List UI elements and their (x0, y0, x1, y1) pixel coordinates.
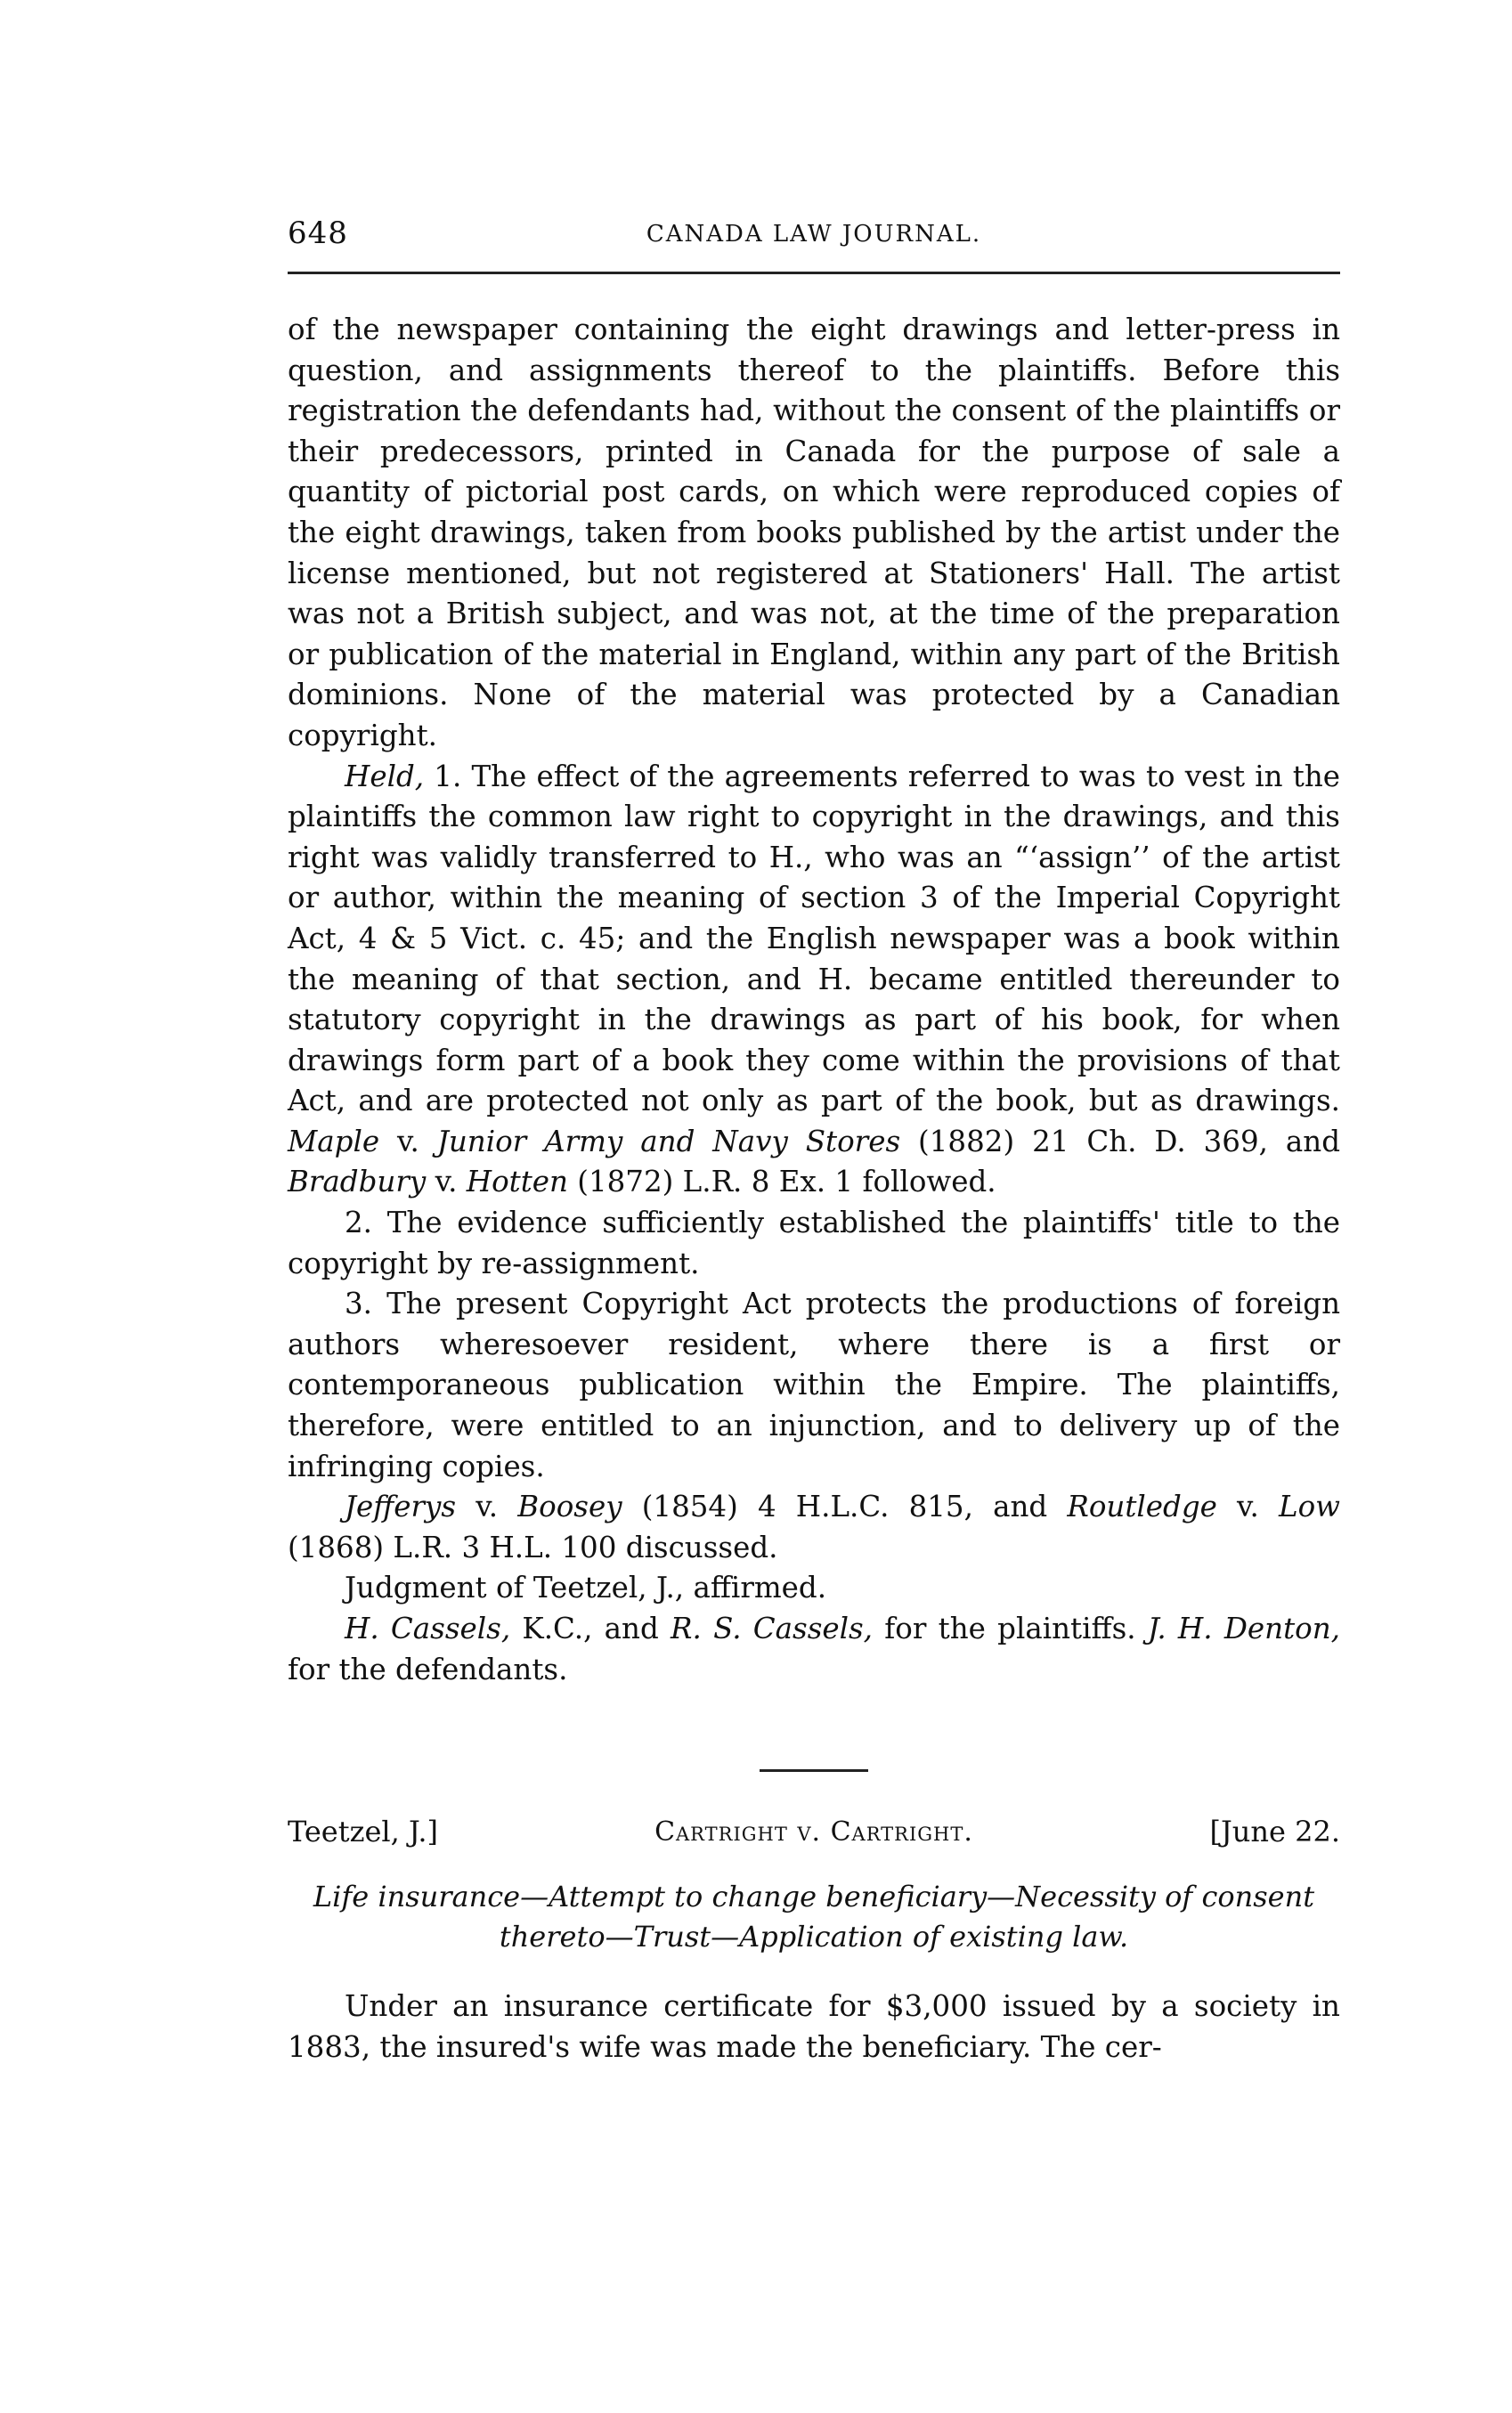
page-header (288, 210, 1340, 264)
held-text: 1. The effect of the agreements referred to was to vest in the plaintiffs the common law right to copyright in the drawings, and this right was validly transferred to H., who was an “‘assign’’ of the artist or author, within the meaning of section 3 of the Imperial Copyright Act, 4 & 5 Vict. c. 45; and the English newspaper was a book within the meaning of that section, and H. became entitled thereunder to statutory copyright in the drawings as part of his book, for when drawings form part of a book they come within the provisions of that Act, and are protected not only as part of the book, but as drawings. (288, 759, 1340, 1118)
citation-detail: (1882) 21 Ch. D. 369, and (900, 1124, 1341, 1158)
citation-detail: (1854) 4 H.L.C. 815, and (622, 1490, 1068, 1524)
counsel-detail: for the defendants. (288, 1652, 568, 1686)
counsel-detail: for the plaintiffs. (873, 1612, 1148, 1645)
held-label: Held, (345, 759, 425, 793)
counsel-name: H. Cassels, (345, 1612, 511, 1645)
case-date: [June 22. (1209, 1815, 1340, 1848)
citation-hotten: Hotten (466, 1165, 568, 1199)
citation-detail: (1872) L.R. 8 Ex. 1 followed. (567, 1165, 996, 1199)
citation-maple: Maple (288, 1124, 380, 1158)
citation-junior-army: Junior Army and Navy Stores (436, 1124, 901, 1158)
paragraph-judgment: Judgment of Teetzel, J., affirmed. (345, 1571, 827, 1605)
citation-routledge: Routledge (1067, 1490, 1217, 1524)
page-number: 648 (288, 215, 348, 251)
citation-versus: v. (456, 1490, 518, 1524)
paragraph-citations (288, 1487, 1340, 1568)
running-head: CANADA LAW JOURNAL. (646, 221, 982, 248)
case-heading (288, 1815, 1340, 1859)
citation-detail: (1868) L.R. 3 H.L. 100 discussed. (288, 1530, 778, 1564)
paragraph-held-3: 3. The present Copyright Act protects the productions of foreign authors wheresoever resident, where there is a first or contemporaneous publication within the Empire. The plaintiffs, therefore, were entitled to an injunction, and to delivery up of the infringing copies. (288, 1287, 1340, 1483)
citation-jefferys: Jefferys (345, 1490, 457, 1524)
counsel-name: J. H. Denton, (1147, 1612, 1340, 1645)
citation-versus: v. (426, 1165, 467, 1199)
header-rule (288, 272, 1340, 274)
case-body (288, 1986, 1340, 2068)
paragraph-continued: of the newspaper containing the eight drawings and letter-press in question, and assignments thereof to the plaintiffs. Before this registration the defendants had, without the consent of the plaintiffs or their predecessors, printed in Canada for the purpose of sale a quantity of pictorial post cards, on which were reproduced copies of the eight drawings, taken from books published by the artist under the license mentioned, but not registered at Stationers' Hall. The artist was not a British subject, and was not, at the time of the preparation or publication of the material in England, within any part of the British dominions. None of the material was protected by a Canadian copyright. (288, 313, 1340, 752)
section-separator (760, 1769, 868, 1772)
citation-low: Low (1279, 1490, 1340, 1524)
counsel-name: R. S. Cassels, (671, 1612, 874, 1645)
citation-versus: v. (379, 1124, 437, 1158)
case-title: Cartright v. Cartright. (654, 1816, 973, 1848)
paragraph-counsel (288, 1609, 1340, 1690)
citation-boosey: Boosey (517, 1490, 622, 1524)
citation-versus: v. (1216, 1490, 1280, 1524)
paragraph-opening: Under an insurance certificate for $3,000 issued by a society in 1883, the insured's wife was made the beneficiary. The cer- (288, 1989, 1340, 2064)
paragraph-held-2: 2. The evidence sufficiently established the plaintiffs' title to the copyright by re-assignment. (288, 1206, 1340, 1280)
case-report-body (288, 310, 1340, 1690)
paragraph-held-1 (288, 757, 1340, 1204)
case-headnote: Life insurance—Attempt to change beneficiary—Necessity of consent thereto—Trust—Application of existing law. (313, 1880, 1315, 1954)
counsel-detail: K.C., and (510, 1612, 671, 1645)
case-judge: Teetzel, J.] (288, 1815, 438, 1848)
citation-bradbury: Bradbury (288, 1165, 427, 1199)
